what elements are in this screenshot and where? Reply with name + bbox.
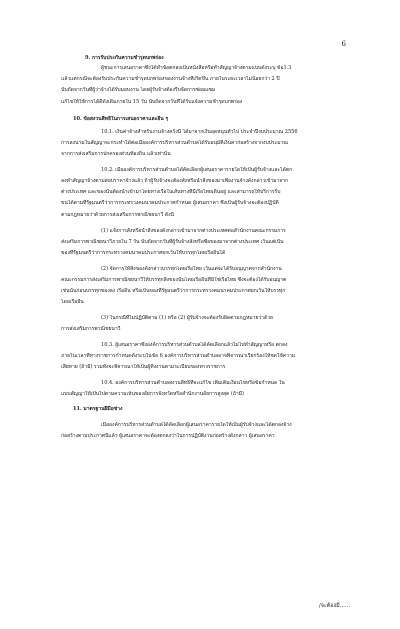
text-line: (1) แจ้งการสั่งหรือนำสิ่งของดังกล่าวเข้ามาจากต่างประเทศต่อสำนักงานคณะกรรมการ (101, 228, 286, 234)
text-line: ผู้ชนะการเสนอราคาซึ่งได้ทำข้อตกลงเป็นหนังสือหรือทำสัญญาจ้างตามแบบดังระบุ ข้อ1.3 (101, 65, 292, 71)
text-line: ตามกฎหมายว่าด้วยการส่งเสริมการพาณิชยนาวี ดังนี้ (61, 212, 174, 218)
text-line: เช่นนั้นก่อนบรรทุกของลง เรืออื่น หรือเป็นของที่รัฐมนตรีว่าการกระทรวงคมนาคมประกาศยกเว้นให้บรรทุก (61, 288, 286, 294)
text-line: ก่อสร้างตามประกาศนี้แล้ว ผู้เสนอราคาจะต้องตกลงว่าในการปฏิบัติงานก่อสร้างดังกล่าว ผู้เสนอราคา (61, 433, 275, 439)
text-line: ลงทำสัญญาจ้างตามสอบราคาจ้างแล้ว ถ้าผู้รับจ้างจะต้องสั่งหรือนำสิ่งของมาเพื่องานจ้างดังกล่าวเข้ามาจาก (61, 178, 289, 184)
text-line: 9. การรับประกันความชำรุดบกพร่อง (85, 55, 164, 61)
text-line: 10. ข้อสงวนสิทธิในการเสนอราคาและอื่น ๆ (73, 116, 169, 122)
text-line: เมื่อองค์การบริหารส่วนตำบลได้คัดเลือกผู้เสนอราคารายใดให้เป็นผู้รับจ้างและได้ตกลงจ้าง (101, 422, 292, 428)
text-line: ส่งเสริมการพาณิชยนาวีภายใน 7 วัน นับถัดจากวันที่ผู้รับจ้างสั่งหรือซื้อของมาจากต่างประเทศ เว้นแต่เป็น (61, 239, 284, 245)
text-line: ภายในเวลาที่ทางราชการกำหนดดังระบุในข้อ 6 องค์การบริหารส่วนตำบลอาจพิจารณาเรียกร้องให้ชดใช้ความ (61, 353, 296, 359)
text-line: จากการส่งเสริมการปกครองส่วนท้องถิ่น แล้วเท่านั้น (61, 151, 171, 157)
text-line: การส่งเสริมการพาณิชยนาวี (61, 326, 121, 332)
text-line: นับถัดจากวันที่ผู้ว่าจ้างได้รับมอบงาน โดยผู้รับจ้างต้องรีบจัดการซ่อมแซม (61, 87, 216, 93)
text-line: ต่างประเทศ และของนั้นต้องนำเข้ามาโดยทางเรือในเส้นทางที่มีเรือไทยเดินอยู่ และสามารถให้บริการรับ (61, 189, 281, 195)
text-line: เสียหาย (ถ้ามี) รวมทั้งจะพิจารณาให้เป็นผู้ทิ้งงานตามระเบียบของทางราชการ (61, 364, 226, 370)
continuation-note: /จะต้องมี...... (318, 603, 350, 609)
text-line: ขนได้ตามที่รัฐมนตรีว่าการกระทรวงคมนาคมประกาศกำหนด ผู้เสนอราคา ซึ่งเป็นผู้รับจ้างจะต้องปฏิบัติ (61, 200, 279, 206)
text-line: โดยเรืออื่น (61, 299, 84, 305)
text-line: 10.4. องค์การบริหารส่วนตำบลสงวนสิทธิ์ที่จะแก้ไข เพิ่มเติมเงื่อนไขหรือข้อกำหนด ใน (101, 380, 285, 386)
text-line: 10.1. เงินค่าจ้างสำหรับงานจ้างครั้งนี้ ได้มาจากเงินอุดหนุนทั่วไป ประจำปีงบประมาณ 2556 (101, 129, 298, 135)
text-line: คณะกรรมการส่งเสริมการพาณิชยนาวีให้บรรทุกสิ่งของนั้นโดยเรืออื่นที่มิใช่เรือไทย ซึ่งจะต้องได้รับอนุญาต (61, 277, 287, 283)
text-line: แล้วแต่กรณีจะต้องรับประกันความชำรุดบกพร่องของงานจ้างที่เกิดขึ้น ภายในระยะเวลาไม่น้อยกว่า 2 ปี (61, 76, 280, 82)
text-line: 11. มาตรฐานฝีมือช่าง (73, 406, 123, 412)
text-line: (3) ในกรณีที่ไม่ปฏิบัติตาม (1) หรือ (2) ผู้รับจ้างจะต้องรับผิดตามกฎหมายว่าด้วย (101, 315, 273, 321)
text-line: 10.2. เมื่อองค์การบริหารส่วนตำบลได้คัดเลือกผู้เสนอราคารายใดให้เป็นผู้รับจ้างและได้ตก (101, 167, 293, 173)
text-line: (2) จัดการให้สิ่งของดังกล่าวบรรทุกโดยเรือไทย เว้นแต่จะได้รับอนุญาตจากสำนักงาน (101, 266, 282, 272)
text-line: 10.3. ผู้เสนอราคาซึ่งองค์การบริหารส่วนตำบลได้คัดเลือกแล้วไม่ไปทำสัญญาหรือ ตกลง (101, 342, 288, 348)
page-number: 6 (341, 40, 346, 48)
text-line: การลงนามในสัญญาจะกระทำได้ต่อเมื่อองค์การบริหารส่วนตำบลได้รับอนุมัติเงินค่าก่อสร้างจากงบประมาณ (61, 140, 288, 146)
text-line: แก้ไขให้ใช้การได้ดีดังเดิมภายใน 15 วัน นับถัดจากวันที่ได้รับแจ้งความชำรุดบกพร่อง (61, 99, 243, 105)
text-line: ของที่รัฐมนตรีว่าการกระทรวงคมนาคมประกาศยกเว้นให้บรรทุกโดยเรืออื่นได้ (61, 250, 226, 256)
text-line: แบบสัญญาให้เป็นไปตามความเห็นของอัยการจังหวัดหรือสำนักงานอัยการสูงสุด (ถ้ามี) (61, 391, 244, 397)
